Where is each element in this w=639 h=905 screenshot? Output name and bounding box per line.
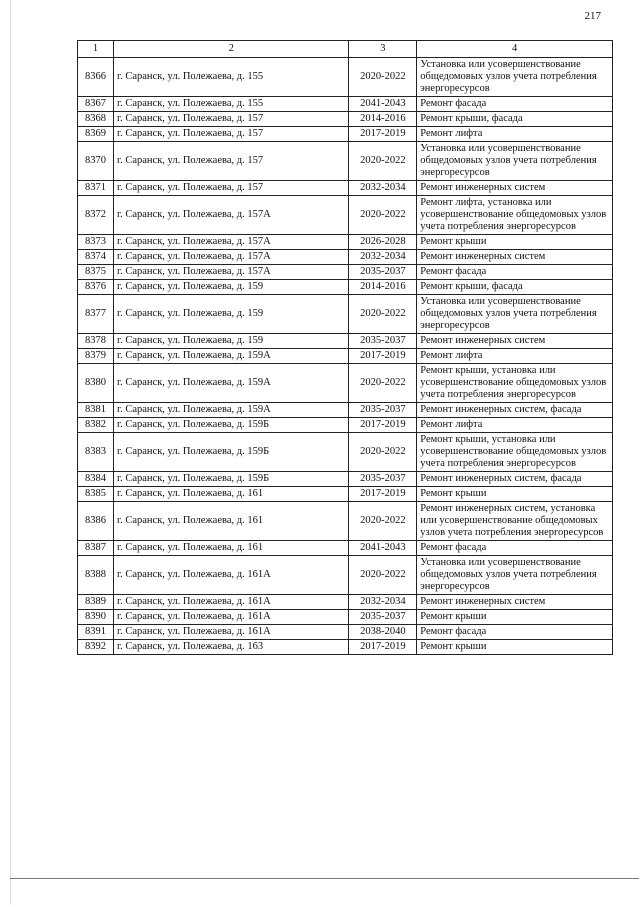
row-number-cell: 8388 — [78, 556, 114, 595]
page-number: 217 — [584, 10, 601, 22]
address-cell: г. Саранск, ул. Полежаева, д. 161А — [113, 625, 348, 640]
work-type-cell: Ремонт крыши — [417, 235, 613, 250]
row-number-cell: 8380 — [78, 364, 114, 403]
row-number-cell: 8391 — [78, 625, 114, 640]
row-number-cell: 8366 — [78, 58, 114, 97]
table-row — [78, 418, 613, 433]
table-row — [78, 364, 613, 403]
row-number-cell: 8377 — [78, 295, 114, 334]
years-cell: 2020-2022 — [349, 295, 417, 334]
table-row — [78, 250, 613, 265]
table-row — [78, 196, 613, 235]
years-cell: 2020-2022 — [349, 196, 417, 235]
work-type-cell: Ремонт лифта, установка или усовершенствование общедомовых узлов учета потребления энергоресурсов — [417, 196, 613, 235]
work-type-cell: Ремонт крыши — [417, 487, 613, 502]
column-header-number: 1 — [78, 41, 114, 58]
address-cell: г. Саранск, ул. Полежаева, д. 159 — [113, 334, 348, 349]
address-cell: г. Саранск, ул. Полежаева, д. 161А — [113, 595, 348, 610]
row-number-cell: 8374 — [78, 250, 114, 265]
column-header-address: 2 — [113, 41, 348, 58]
years-cell: 2035-2037 — [349, 403, 417, 418]
work-type-cell: Установка или усовершенствование общедомовых узлов учета потребления энергоресурсов — [417, 142, 613, 181]
table-row — [78, 595, 613, 610]
years-cell: 2035-2037 — [349, 265, 417, 280]
years-cell: 2017-2019 — [349, 127, 417, 142]
work-type-cell: Ремонт инженерных систем — [417, 334, 613, 349]
row-number-cell: 8389 — [78, 595, 114, 610]
work-type-cell: Ремонт инженерных систем, фасада — [417, 403, 613, 418]
work-type-cell: Установка или усовершенствование общедомовых узлов учета потребления энергоресурсов — [417, 58, 613, 97]
table-row — [78, 58, 613, 97]
years-cell: 2041-2043 — [349, 541, 417, 556]
address-cell: г. Саранск, ул. Полежаева, д. 161 — [113, 502, 348, 541]
table-row — [78, 610, 613, 625]
row-number-cell: 8387 — [78, 541, 114, 556]
years-cell: 2014-2016 — [349, 112, 417, 127]
table-row — [78, 472, 613, 487]
address-cell: г. Саранск, ул. Полежаева, д. 163 — [113, 640, 348, 655]
address-cell: г. Саранск, ул. Полежаева, д. 157 — [113, 181, 348, 196]
row-number-cell: 8369 — [78, 127, 114, 142]
address-cell: г. Саранск, ул. Полежаева, д. 157А — [113, 235, 348, 250]
work-type-cell: Ремонт фасада — [417, 625, 613, 640]
address-cell: г. Саранск, ул. Полежаева, д. 159Б — [113, 433, 348, 472]
years-cell: 2020-2022 — [349, 502, 417, 541]
row-number-cell: 8367 — [78, 97, 114, 112]
table-row — [78, 127, 613, 142]
column-header-work: 4 — [417, 41, 613, 58]
work-type-cell: Ремонт инженерных систем — [417, 595, 613, 610]
address-cell: г. Саранск, ул. Полежаева, д. 157 — [113, 142, 348, 181]
years-cell: 2017-2019 — [349, 640, 417, 655]
years-cell: 2014-2016 — [349, 280, 417, 295]
address-cell: г. Саранск, ул. Полежаева, д. 159А — [113, 403, 348, 418]
table-row — [78, 403, 613, 418]
row-number-cell: 8392 — [78, 640, 114, 655]
years-cell: 2017-2019 — [349, 487, 417, 502]
table-row — [78, 295, 613, 334]
address-cell: г. Саранск, ул. Полежаева, д. 161 — [113, 541, 348, 556]
row-number-cell: 8382 — [78, 418, 114, 433]
table-row — [78, 502, 613, 541]
table-row — [78, 556, 613, 595]
address-cell: г. Саранск, ул. Полежаева, д. 161А — [113, 556, 348, 595]
address-cell: г. Саранск, ул. Полежаева, д. 157А — [113, 196, 348, 235]
row-number-cell: 8371 — [78, 181, 114, 196]
address-cell: г. Саранск, ул. Полежаева, д. 159 — [113, 295, 348, 334]
address-cell: г. Саранск, ул. Полежаева, д. 159А — [113, 349, 348, 364]
years-cell: 2020-2022 — [349, 433, 417, 472]
address-cell: г. Саранск, ул. Полежаева, д. 157А — [113, 250, 348, 265]
years-cell: 2020-2022 — [349, 142, 417, 181]
column-header-years: 3 — [349, 41, 417, 58]
work-type-cell: Ремонт лифта — [417, 127, 613, 142]
table-row — [78, 625, 613, 640]
work-type-cell: Ремонт лифта — [417, 418, 613, 433]
address-cell: г. Саранск, ул. Полежаева, д. 159Б — [113, 418, 348, 433]
table-row — [78, 142, 613, 181]
table-row — [78, 541, 613, 556]
table-body — [78, 58, 613, 655]
table-row — [78, 181, 613, 196]
work-type-cell: Ремонт фасада — [417, 265, 613, 280]
table-row — [78, 349, 613, 364]
years-cell: 2020-2022 — [349, 556, 417, 595]
years-cell: 2020-2022 — [349, 58, 417, 97]
work-type-cell: Ремонт крыши, фасада — [417, 280, 613, 295]
years-cell: 2035-2037 — [349, 334, 417, 349]
table-row — [78, 265, 613, 280]
scan-bottom-edge — [10, 878, 639, 879]
row-number-cell: 8376 — [78, 280, 114, 295]
row-number-cell: 8373 — [78, 235, 114, 250]
years-cell: 2017-2019 — [349, 418, 417, 433]
row-number-cell: 8385 — [78, 487, 114, 502]
row-number-cell: 8390 — [78, 610, 114, 625]
work-type-cell: Ремонт крыши — [417, 640, 613, 655]
row-number-cell: 8383 — [78, 433, 114, 472]
address-cell: г. Саранск, ул. Полежаева, д. 155 — [113, 58, 348, 97]
row-number-cell: 8386 — [78, 502, 114, 541]
years-cell: 2026-2028 — [349, 235, 417, 250]
work-type-cell: Ремонт инженерных систем, фасада — [417, 472, 613, 487]
table-row — [78, 487, 613, 502]
table-row — [78, 334, 613, 349]
years-cell: 2038-2040 — [349, 625, 417, 640]
work-type-cell: Ремонт фасада — [417, 541, 613, 556]
years-cell: 2035-2037 — [349, 610, 417, 625]
table-header-row — [78, 41, 613, 58]
row-number-cell: 8370 — [78, 142, 114, 181]
work-type-cell: Ремонт крыши — [417, 610, 613, 625]
work-type-cell: Установка или усовершенствование общедомовых узлов учета потребления энергоресурсов — [417, 556, 613, 595]
address-cell: г. Саранск, ул. Полежаева, д. 161 — [113, 487, 348, 502]
work-type-cell: Ремонт крыши, фасада — [417, 112, 613, 127]
work-type-cell: Ремонт лифта — [417, 349, 613, 364]
address-cell: г. Саранск, ул. Полежаева, д. 157А — [113, 265, 348, 280]
work-type-cell: Ремонт крыши, установка или усовершенствование общедомовых узлов учета потребления энергоресурсов — [417, 433, 613, 472]
years-cell: 2032-2034 — [349, 181, 417, 196]
work-type-cell: Ремонт инженерных систем — [417, 250, 613, 265]
row-number-cell: 8375 — [78, 265, 114, 280]
address-cell: г. Саранск, ул. Полежаева, д. 157 — [113, 127, 348, 142]
address-cell: г. Саранск, ул. Полежаева, д. 161А — [113, 610, 348, 625]
row-number-cell: 8381 — [78, 403, 114, 418]
row-number-cell: 8368 — [78, 112, 114, 127]
years-cell: 2035-2037 — [349, 472, 417, 487]
years-cell: 2032-2034 — [349, 250, 417, 265]
years-cell: 2041-2043 — [349, 97, 417, 112]
row-number-cell: 8372 — [78, 196, 114, 235]
years-cell: 2020-2022 — [349, 364, 417, 403]
row-number-cell: 8379 — [78, 349, 114, 364]
table-row — [78, 640, 613, 655]
work-type-cell: Установка или усовершенствование общедомовых узлов учета потребления энергоресурсов — [417, 295, 613, 334]
row-number-cell: 8384 — [78, 472, 114, 487]
work-type-cell: Ремонт крыши, установка или усовершенствование общедомовых узлов учета потребления энергоресурсов — [417, 364, 613, 403]
work-type-cell: Ремонт инженерных систем — [417, 181, 613, 196]
address-cell: г. Саранск, ул. Полежаева, д. 159Б — [113, 472, 348, 487]
repair-schedule-table — [77, 40, 613, 655]
address-cell: г. Саранск, ул. Полежаева, д. 155 — [113, 97, 348, 112]
table-row — [78, 97, 613, 112]
scan-edge — [10, 0, 11, 905]
years-cell: 2032-2034 — [349, 595, 417, 610]
table-row — [78, 433, 613, 472]
row-number-cell: 8378 — [78, 334, 114, 349]
address-cell: г. Саранск, ул. Полежаева, д. 157 — [113, 112, 348, 127]
work-type-cell: Ремонт инженерных систем, установка или усовершенствование общедомовых узлов учета потребления энергоресурсов — [417, 502, 613, 541]
table-row — [78, 112, 613, 127]
work-type-cell: Ремонт фасада — [417, 97, 613, 112]
years-cell: 2017-2019 — [349, 349, 417, 364]
address-cell: г. Саранск, ул. Полежаева, д. 159 — [113, 280, 348, 295]
address-cell: г. Саранск, ул. Полежаева, д. 159А — [113, 364, 348, 403]
table-row — [78, 235, 613, 250]
table-row — [78, 280, 613, 295]
